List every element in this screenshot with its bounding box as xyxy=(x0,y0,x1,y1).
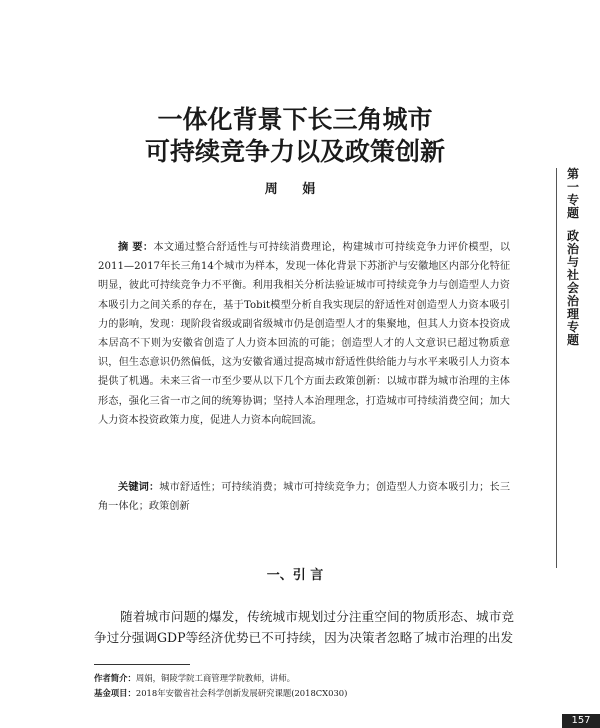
footnote-fund-label: 基金项目： xyxy=(94,688,136,698)
side-tab-char: 题 xyxy=(566,206,579,220)
side-tab-char: 第 xyxy=(566,167,579,181)
title-line-1: 一体化背景下长三角城市 xyxy=(157,105,433,134)
page-number: 157 xyxy=(562,714,600,728)
title-line-2: 可持续竞争力以及政策创新 xyxy=(144,137,445,166)
side-tab-char: 专 xyxy=(566,320,579,334)
side-tab-divider xyxy=(556,168,557,568)
side-tab-char: 社 xyxy=(566,268,579,282)
author-name: 周 娟 xyxy=(264,182,326,197)
footnotes xyxy=(94,671,514,701)
footnote-divider xyxy=(94,664,190,665)
side-tab-char: 政 xyxy=(566,229,579,243)
side-tab-char: 治 xyxy=(566,294,579,308)
section-heading-introduction: 一、引 言 xyxy=(266,568,324,583)
side-tab-char: 专 xyxy=(566,193,579,207)
side-tab-char: 与 xyxy=(566,255,579,269)
abstract xyxy=(98,238,510,430)
abstract-label: 摘 要： xyxy=(118,242,154,253)
side-tab-char: 理 xyxy=(566,307,579,321)
side-tab-section-label xyxy=(562,168,584,347)
body-paragraph: 随着城市问题的爆发，传统城市规划过分注重空间的物质形态、城市竞争过分强调GDP等经济优势已不可持续，因为决策者忽略了城市治理的出发 xyxy=(94,609,514,645)
keywords xyxy=(98,478,510,516)
side-tab-char: 题 xyxy=(566,333,579,347)
side-tab-char: 一 xyxy=(566,180,579,194)
paper-title xyxy=(60,104,530,168)
keywords-label: 关键词： xyxy=(118,482,160,493)
side-tab-char: 治 xyxy=(566,242,579,256)
abstract-text: 本文通过整合舒适性与可持续消费理论，构建城市可持续竞争力评价模型，以2011—2017年长三角14个城市为样本，发现一体化背景下苏浙沪与安徽地区内部分化特征明显，彼此可持续竞争力不平衡。利用我相关分析法验证城市可持续竞争力与创造型人力资本吸引力之间关系的存在，基于Tobit模型分析自我实现层的舒适性对创造型人力资本吸引力的影响，发现：现阶段省级或副省级城市仍是创造型人才的集聚地，但其人力资本投资成本居高不下则为安徽省创造了人力资本回流的可能；创造型人才的人文意识已超过物质意识，但生态意识仍然偏低，这为安徽省通过提高城市舒适性供给能力与水平来吸引人力资本提供了机遇。未来三省一市至少要从以下几个方面去政策创新：以城市群为城市治理的主体形态，强化三省一市之间的统筹协调；坚持人本治理理念，打造城市可持续消费空间；加大人力资本投资政策力度，促进人力资本向皖回流。 xyxy=(98,242,511,426)
footnote-author xyxy=(94,671,514,686)
footnote-fund-text: 2018年安徽省社会科学创新发展研究课题(2018CX030) xyxy=(135,688,348,698)
keywords-text: 城市舒适性；可持续消费；城市可持续竞争力；创造型人力资本吸引力；长三角一体化；政策创新 xyxy=(98,482,511,513)
footnote-author-label: 作者简介： xyxy=(94,673,136,683)
footnote-author-text: 周娟，铜陵学院工商管理学院教师，讲师。 xyxy=(135,673,295,683)
footnote-fund xyxy=(94,686,514,701)
side-tab-char: 会 xyxy=(566,281,579,295)
